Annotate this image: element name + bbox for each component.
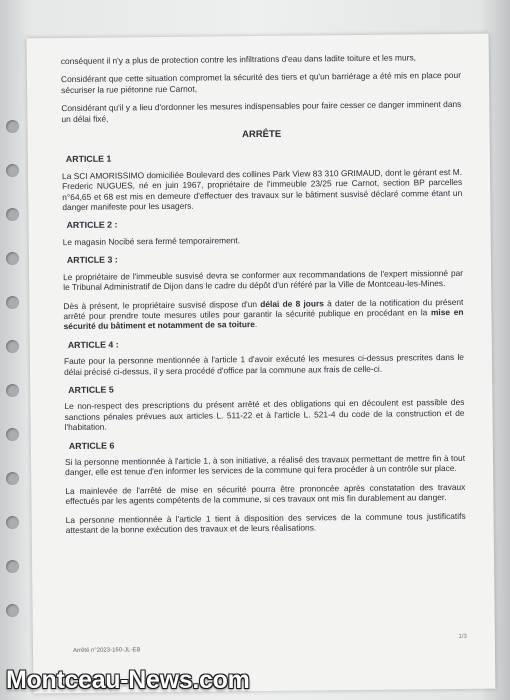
article-heading: ARTICLE 5 [68, 384, 114, 395]
binder-hole [6, 472, 19, 485]
articles-section [62, 150, 466, 535]
document-body [61, 52, 466, 544]
paragraph-text: Si la personne mentionnée à l'article 1, à son initiative, a réalisé des travaux permettant de mettre fin à tout danger, elle est tenue d'en informer les services de la commune qui fera procéder à un contrôle sur place. [64, 452, 466, 478]
document-page [27, 34, 496, 694]
article-heading: ARTICLE 6 [68, 440, 115, 451]
paragraph-text: La personne mentionnée à l'article 1 tient à disposition des services de la commune tous justificatifs attestant de la bonne exécution des travaux et de leurs réalisations. [65, 510, 466, 536]
article-paragraph [66, 510, 466, 535]
binder-hole [6, 516, 19, 529]
intro-section [61, 52, 462, 124]
decree-title: ARRÊTE [242, 128, 282, 141]
emphasis-text: délai de 8 jours [260, 297, 324, 309]
paragraph-text: Dès à présent, le propriétaire susvisé dispose d'un [63, 298, 261, 311]
intro-paragraph: conséquent il n'y a plus de protection contre les infiltrations d'eau dans ladite toiture et les murs, [60, 52, 417, 67]
emphasis-text: mise en sécurité du bâtiment et notamment de sa toiture [63, 306, 464, 332]
article-paragraph [64, 397, 464, 432]
binder-holes [6, 120, 24, 640]
paragraph-text: . [254, 319, 258, 330]
article-heading: ARTICLE 3 : [66, 254, 118, 266]
article-paragraph [65, 482, 465, 507]
binder-hole [6, 428, 19, 441]
binder-hole [6, 252, 19, 265]
binder-hole [6, 208, 19, 221]
article-paragraph [65, 453, 465, 478]
binder-hole [6, 296, 19, 309]
paragraph-text: Le non-respect des prescriptions du présent arrêté et des obligations qui en découlent est passible des sanctions pénales prévues aux articles L. 511-22 et à l'article L. 521-4 du code de la construction et de l'habitation. [64, 397, 465, 433]
article-heading: ARTICLE 1 [65, 153, 112, 165]
article-paragraph [64, 352, 464, 377]
binder-hole [6, 604, 19, 617]
article-heading: ARTICLE 4 : [67, 339, 119, 350]
decree-reference: Arrêté n°2023-160-JL-EB [72, 647, 141, 654]
site-watermark: Montceau-News.com [6, 666, 250, 694]
paragraph-text: Faute pour la personne mentionnée à l'article 1 d'avoir exécuté les mesures ci-dessus prescrites dans le délai précisé ci-dessus, il y sera procédé d'office par la commune aux frais de celle-ci. [63, 351, 464, 377]
binder-hole [6, 164, 19, 177]
page-number: 1/3 [458, 633, 467, 640]
paragraph-text: Le magasin Nocibé sera fermé temporairement. [62, 235, 241, 247]
binder-hole [6, 120, 19, 133]
binder-hole [6, 384, 19, 397]
article-paragraph [62, 167, 462, 213]
paragraph-text: La mainlevée de l'arrêté de mise en sécurité pourra être prononcée après constatation des travaux effectués par les agents compétents de la commune, si ces travaux ont mis fin durablement au danger. [65, 481, 466, 507]
binder-hole [6, 340, 19, 353]
article-heading: ARTICLE 2 : [66, 219, 118, 231]
article-paragraph [63, 268, 463, 293]
article-paragraph [63, 233, 463, 248]
binder-hole [6, 560, 19, 573]
intro-paragraph: Considérant que cette situation compromet la sécurité des tiers et qu'un barriérage a été mis en place pour sécuriser la rue piétonne rue Carnot, [60, 70, 462, 95]
paragraph-text: Le propriétaire de l'immeuble susvisé devra se conformer aux recommandations de l'expert missionné par le Tribunal Administratif de Dijon dans le cadre du dépôt d'un référé par la Ville de Montceau-les-Mines. [63, 267, 464, 293]
intro-paragraph: Considérant qu'il y a lieu d'ordonner les mesures indispensables pour faire cesser ce danger imminent dans un délai fixé, [61, 99, 462, 124]
paragraph-text: La SCI AMORISSIMO domiciliée Boulevard des collines Park View 83 310 GRIMAUD, dont le gérant est M. Frederic NUGUES, né en juin 1967, propriétaire de l'immeuble 23/25 rue Carnot, section BP parcelles n°64,65 et 68 est mis en demeure d'effectuer des travaux sur le bâtiment susvisé déclaré comme étant un danger manifeste pour les usagers. [61, 166, 463, 213]
article-paragraph [63, 296, 463, 331]
paragraph-text: à dater de la notification du présent arrêté pour prendre toute mesures utiles pour garantir la sécurité publique en procédant en la [63, 296, 464, 321]
